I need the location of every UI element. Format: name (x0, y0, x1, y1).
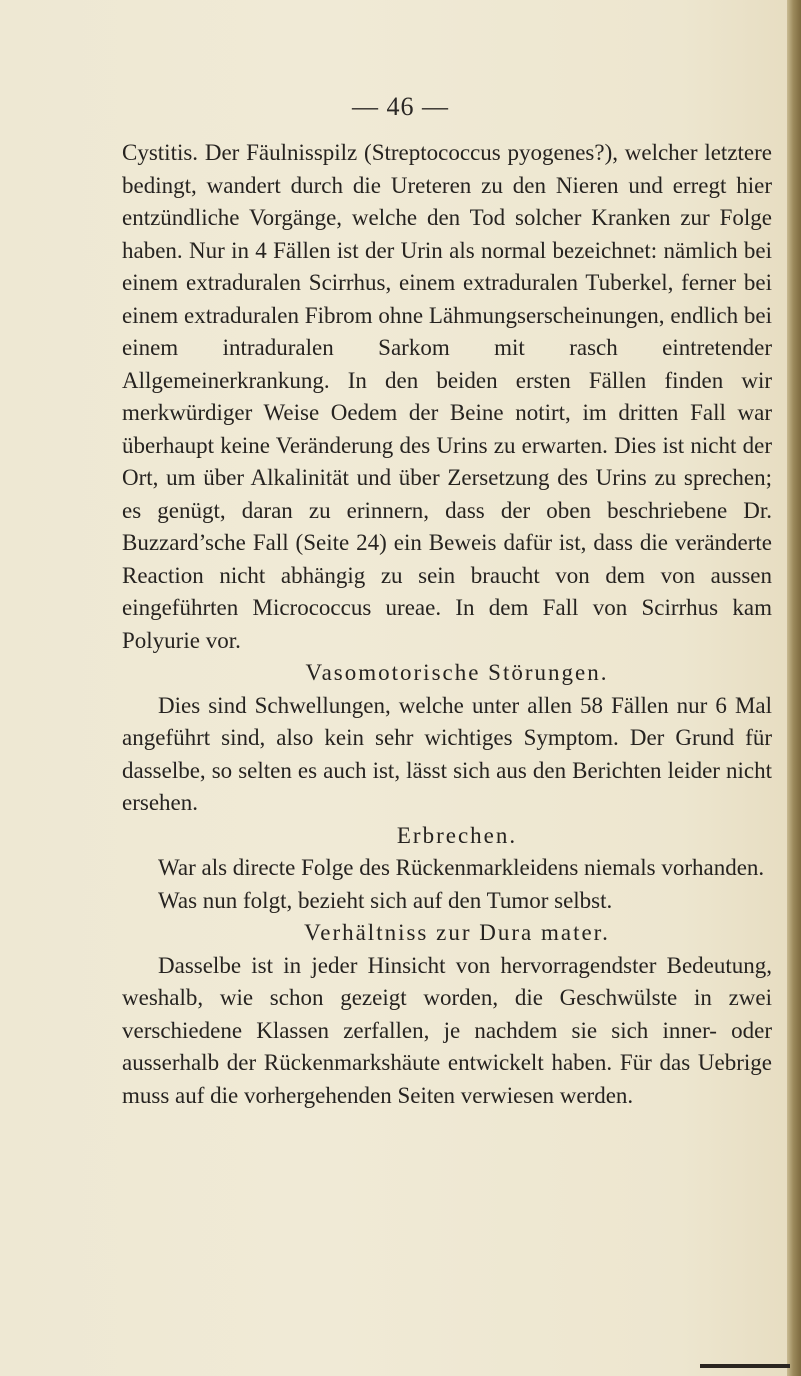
heading-erbrechen: Erbrechen. (396, 822, 518, 848)
page-edge-shadow (787, 0, 801, 1376)
paragraph-erbrechen: War als directe Folge des Rückenmarkleidens niemals vorhanden. (158, 855, 765, 880)
paragraph-tumor: Was nun folgt, bezieht sich auf den Tumor selbst. (158, 887, 613, 913)
paragraph-schwellungen: Dies sind Schwellungen, welche unter allen 58 Fällen nur 6 Mal angeführt sind, also kein sehr wichtiges Symptom. Der Grund für dasselbe, so selten es auch ist, lässt sich aus den Berichten leider nicht ersehen. (122, 692, 772, 815)
paragraph-cystitis: Cystitis. Der Fäulnisspilz (Streptococcus pyogenes?), welcher letztere bedingt, wandert durch die Ureteren zu den Nieren und erregt hier entzündliche Vorgänge, welche den Tod solcher Kranken zur Folge haben. Nur in 4 Fällen ist der Urin als normal bezeichnet: nämlich bei einem extraduralen Scirrhus, einem extraduralen Tuberkel, ferner bei einem extraduralen Fibrom ohne Lähmungserscheinungen, endlich bei einem intraduralen Sarkom mit rasch eintretender Allgemeinerkrankung. In den beiden ersten Fällen finden wir merkwürdiger Weise Oedem der Beine notirt, im dritten Fall war überhaupt keine Veränderung des Urins zu erwarten. Dies ist nicht der Ort, um über Alkalinität und über Zersetzung des Urins zu sprechen; es genügt, daran zu erinnern, dass der oben beschriebene Dr. Buzzard’sche Fall (Seite 24) ein Beweis dafür ist, dass die veränderte Reaction nicht abhängig zu sein braucht von dem von aussen eingeführten Micrococcus ureae. In dem Fall von Scirrhus kam Polyurie vor. (122, 140, 772, 653)
heading-dura-mater: Verhältniss zur Dura mater. (304, 920, 610, 945)
scan-edge-mark (700, 1364, 790, 1368)
heading-vasomotorische-stoerungen: Vasomotorische Störungen. (305, 660, 609, 685)
paragraph-dura-mater: Dasselbe ist in jeder Hinsicht von hervorragendster Bedeutung, weshalb, wie schon gezeigt worden, die Geschwülste in zwei verschiedene Klassen zerfallen, je nachdem sie sich inner- oder ausserhalb der Rückenmarkshäute entwickelt haben. Für das Uebrige muss auf die vorhergehenden Seiten verwiesen werden. (122, 952, 772, 1108)
page-number: — 46 — (352, 92, 449, 121)
page-text (122, 137, 772, 1112)
